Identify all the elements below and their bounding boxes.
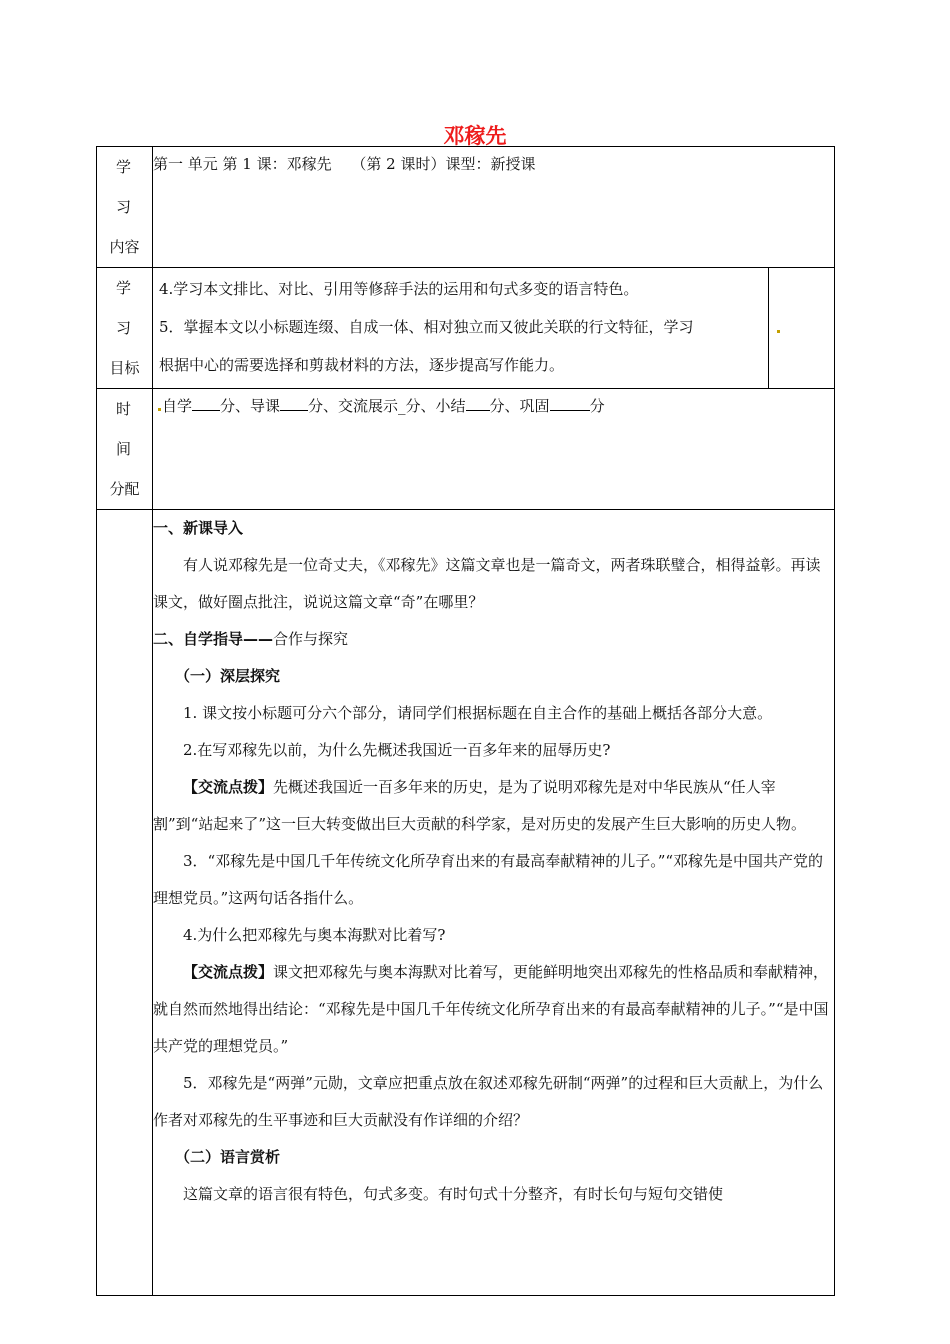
- goal-item: 4.学习本文排比、对比、引用等修辞手法的运用和句式多变的语言特色。: [159, 280, 639, 298]
- answer-tip: 【交流点拨】先概述我国近一百多年来的历史，是为了说明邓稼先是对中华民族从“任人宰割”到“站起来了”这一巨大转变做出巨大贡献的科学家，是对历史的发展产生巨大影响的历史人物。: [153, 778, 807, 833]
- row-time: [97, 389, 835, 510]
- question: 5．邓稼先是“两弹”元勋，文章应把重点放在叙述邓稼先研制“两弹”的过程和巨大贡献上，为什么作者对邓稼先的生平事迹和巨大贡献没有作详细的介绍？: [153, 1074, 824, 1129]
- marker-dot: [777, 330, 780, 333]
- subsection-heading: （二）语言赏析: [175, 1148, 281, 1166]
- time-allocation: 自学 分、导课 分、交流展示_分、小结 分、巩固 分: [153, 389, 835, 510]
- lesson-info-text: 第一 单元 第 1 课：邓稼先 （第 2 课时）课型：新授课: [153, 155, 536, 173]
- blank-field: [280, 396, 308, 411]
- row-label-content: 学 习 内容: [97, 147, 153, 268]
- row-label-time: 时 间 分配: [97, 389, 153, 510]
- learning-goals: [153, 268, 769, 389]
- answer-tip: 【交流点拨】课文把邓稼先与奥本海默对比着写，更能鲜明地突出邓稼先的性格品质和奉献精神，就自然而然地得出结论：“邓稼先是中国几千年传统文化所孕育出来的有最高奉献精神的儿子。”“是中国共产党的理想党员。”: [153, 963, 829, 1055]
- subsection-heading: （一）深层探究: [175, 667, 281, 685]
- lesson-info: [153, 147, 835, 268]
- paragraph: 这篇文章的语言很有特色，句式多变。有时句式十分整齐，有时长句与短句交错使: [183, 1185, 724, 1203]
- section-heading: 二、自学指导——合作与探究: [153, 630, 349, 648]
- page-title: 邓稼先: [443, 124, 507, 148]
- side-cell: [769, 268, 835, 389]
- row-goals: [97, 268, 835, 389]
- section-heading: 一、新课导入: [153, 519, 244, 537]
- row-body: [97, 510, 835, 1296]
- lesson-plan-table: [96, 146, 835, 1296]
- goal-item: 5．掌握本文以小标题连缀、自成一体、相对独立而又彼此关联的行文特征，学习: [159, 318, 694, 336]
- lesson-body: [153, 510, 835, 1296]
- marker-dot: [158, 408, 161, 411]
- question: 1. 课文按小标题可分六个部分，请同学们根据标题在自主合作的基础上概括各部分大意。: [183, 704, 773, 722]
- question: 2.在写邓稼先以前，为什么先概述我国近一百多年来的屈辱历史?: [183, 741, 611, 759]
- question: 3．“邓稼先是中国几千年传统文化所孕育出来的有最高奉献精神的儿子。”“邓稼先是中国共产党的理想党员。”这两句话各指什么。: [153, 852, 824, 907]
- row-label-goals: 学 习 目标: [97, 268, 153, 389]
- goal-item: 根据中心的需要选择和剪裁材料的方法，逐步提高写作能力。: [159, 356, 565, 374]
- question: 4.为什么把邓稼先与奥本海默对比着写?: [183, 926, 446, 944]
- blank-field: [550, 396, 590, 411]
- paragraph: 有人说邓稼先是一位奇丈夫，《邓稼先》这篇文章也是一篇奇文，两者珠联璧合，相得益彰。再读课文，做好圈点批注，说说这篇文章“奇”在哪里？: [153, 556, 821, 611]
- row-content: [97, 147, 835, 268]
- blank-field: [466, 396, 490, 411]
- blank-field: [192, 396, 220, 411]
- body-label-cell: [97, 510, 153, 1296]
